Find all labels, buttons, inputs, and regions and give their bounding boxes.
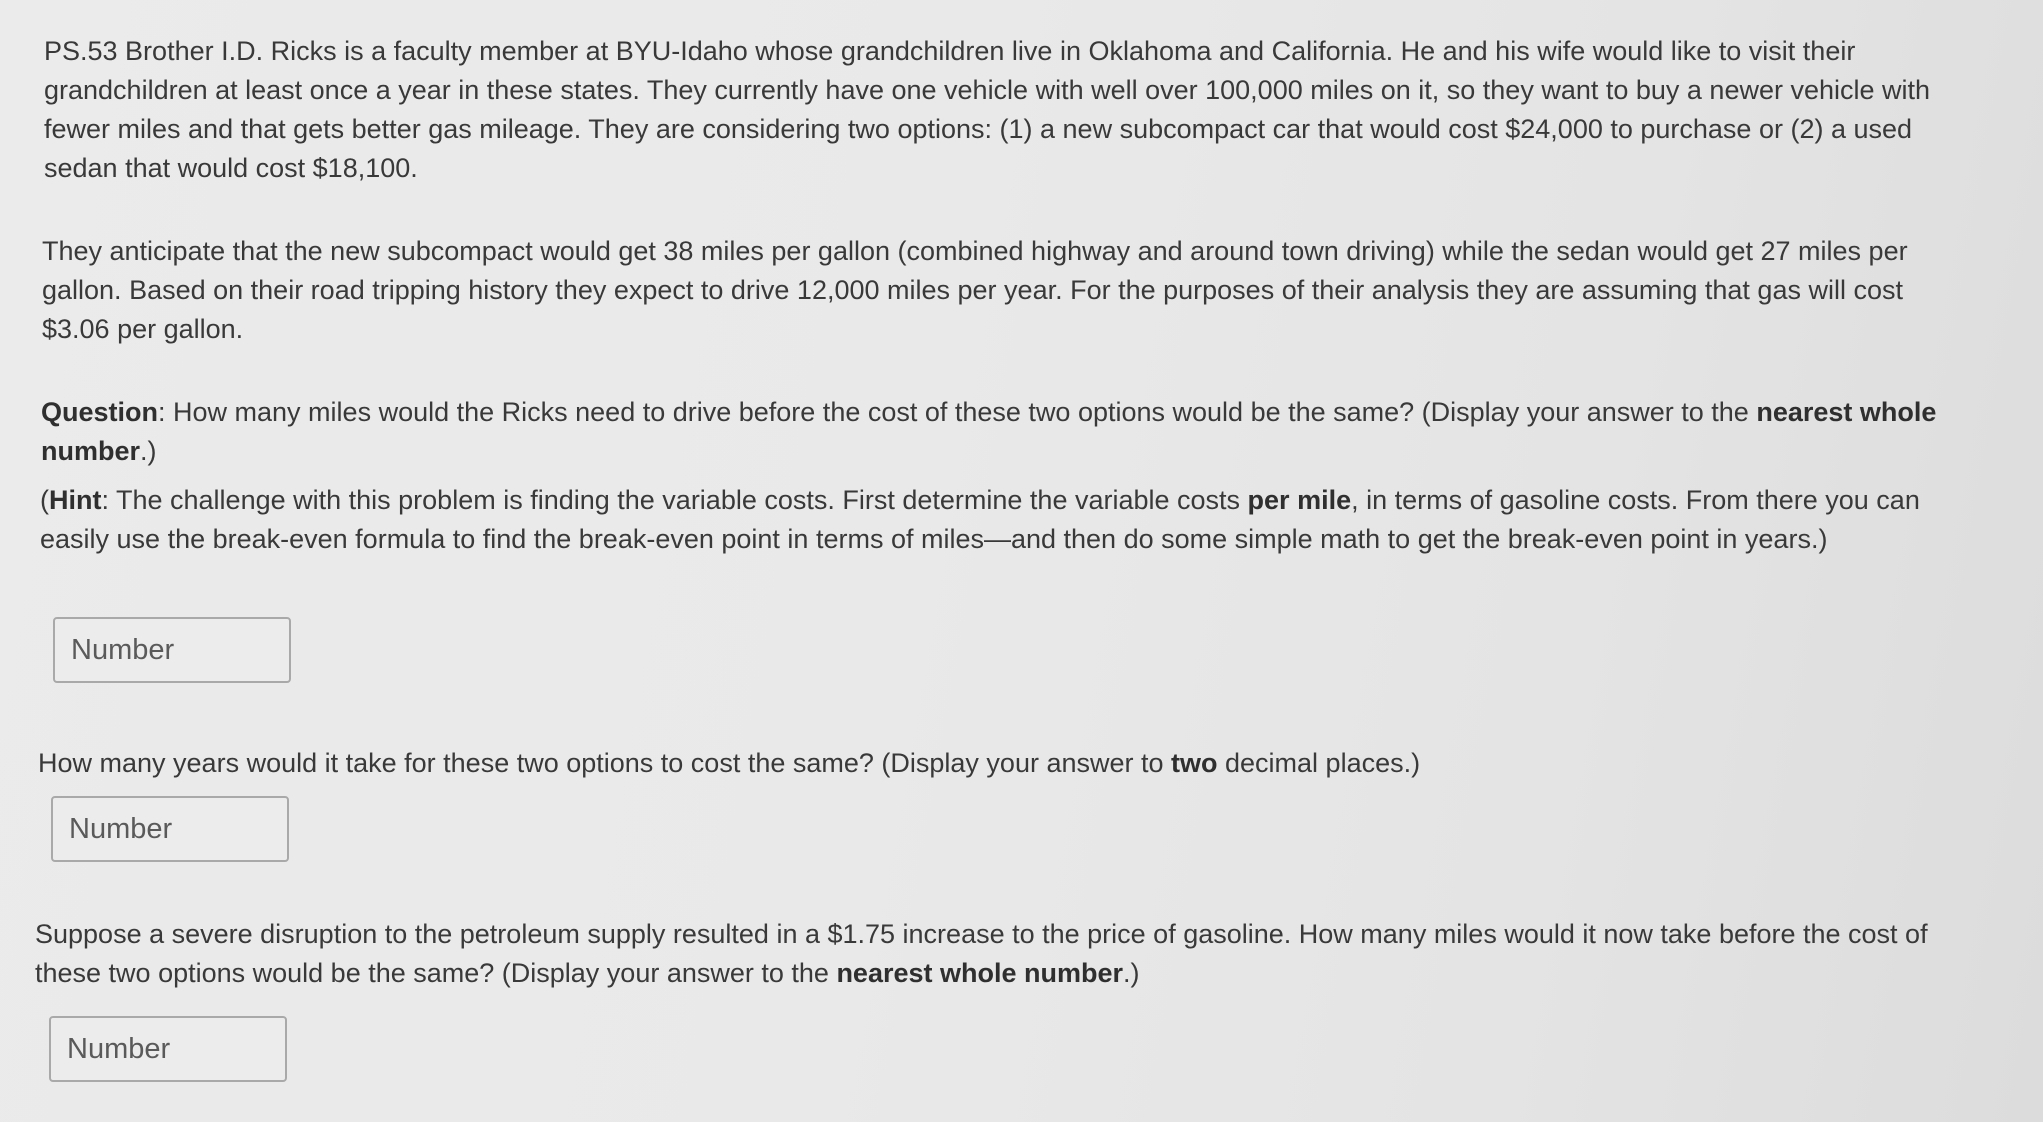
hint-text-after: , in terms of gasoline costs. From there you can easily use the break-even formula to find the break-even point in terms of miles—and then do some simple math to get the break-even point in years.)	[40, 485, 1920, 554]
answer-2-number-input[interactable]	[51, 796, 289, 862]
hint-label: Hint	[49, 485, 102, 515]
question-3-text-after: .)	[1123, 958, 1140, 988]
question-1-emphasis: nearest whole number	[41, 397, 1937, 466]
answer-1-number-input[interactable]	[53, 617, 291, 683]
question-1-text	[41, 393, 1961, 471]
question-2-text	[38, 744, 1958, 783]
question-2-emphasis: two	[1171, 748, 1218, 778]
question-1-text-before: : How many miles would the Ricks need to drive before the cost of these two options would be the same? (Display your answer to the	[158, 397, 1757, 427]
question-2-text-after: decimal places.)	[1217, 748, 1421, 778]
question-label: Question	[41, 397, 159, 427]
answer-3-number-input[interactable]	[49, 1016, 287, 1082]
problem-intro: PS.53 Brother I.D. Ricks is a faculty member at BYU-Idaho whose grandchildren live in Oklahoma and California. He and his wife would like to visit their grandchildren at least once a year in these states. They currently have one vehicle with well over 100,000 miles on it, so they want to buy a newer vehicle with fewer miles and that gets better gas mileage. They are considering two options: (1) a new subcompact car that would cost $24,000 to purchase or (2) a used sedan that would cost $18,100.	[44, 36, 1931, 183]
problem-details: They anticipate that the new subcompact would get 38 miles per gallon (combined highway and around town driving) while the sedan would get 27 miles per gallon. Based on their road tripping history they expect to drive 12,000 miles per year. For the purposes of their analysis they are assuming that gas will cost $3.06 per gallon.	[42, 236, 1908, 344]
question-3-text-before: Suppose a severe disruption to the petroleum supply resulted in a $1.75 increase to the price of gasoline. How many miles would it now take before the cost of these two options would be the same? (Display your answer to the	[35, 919, 1928, 988]
question-2-text-before: How many years would it take for these two options to cost the same? (Display your answer to	[38, 748, 1172, 778]
question-1-text-after: .)	[140, 436, 157, 466]
question-3-emphasis: nearest whole number	[836, 958, 1124, 988]
hint-open-paren: (	[40, 485, 49, 515]
hint-emphasis: per mile	[1247, 485, 1352, 515]
question-3-text	[35, 915, 1975, 993]
hint-text-before: : The challenge with this problem is finding the variable costs. First determine the variable costs	[101, 485, 1248, 515]
hint-text	[40, 481, 1970, 559]
